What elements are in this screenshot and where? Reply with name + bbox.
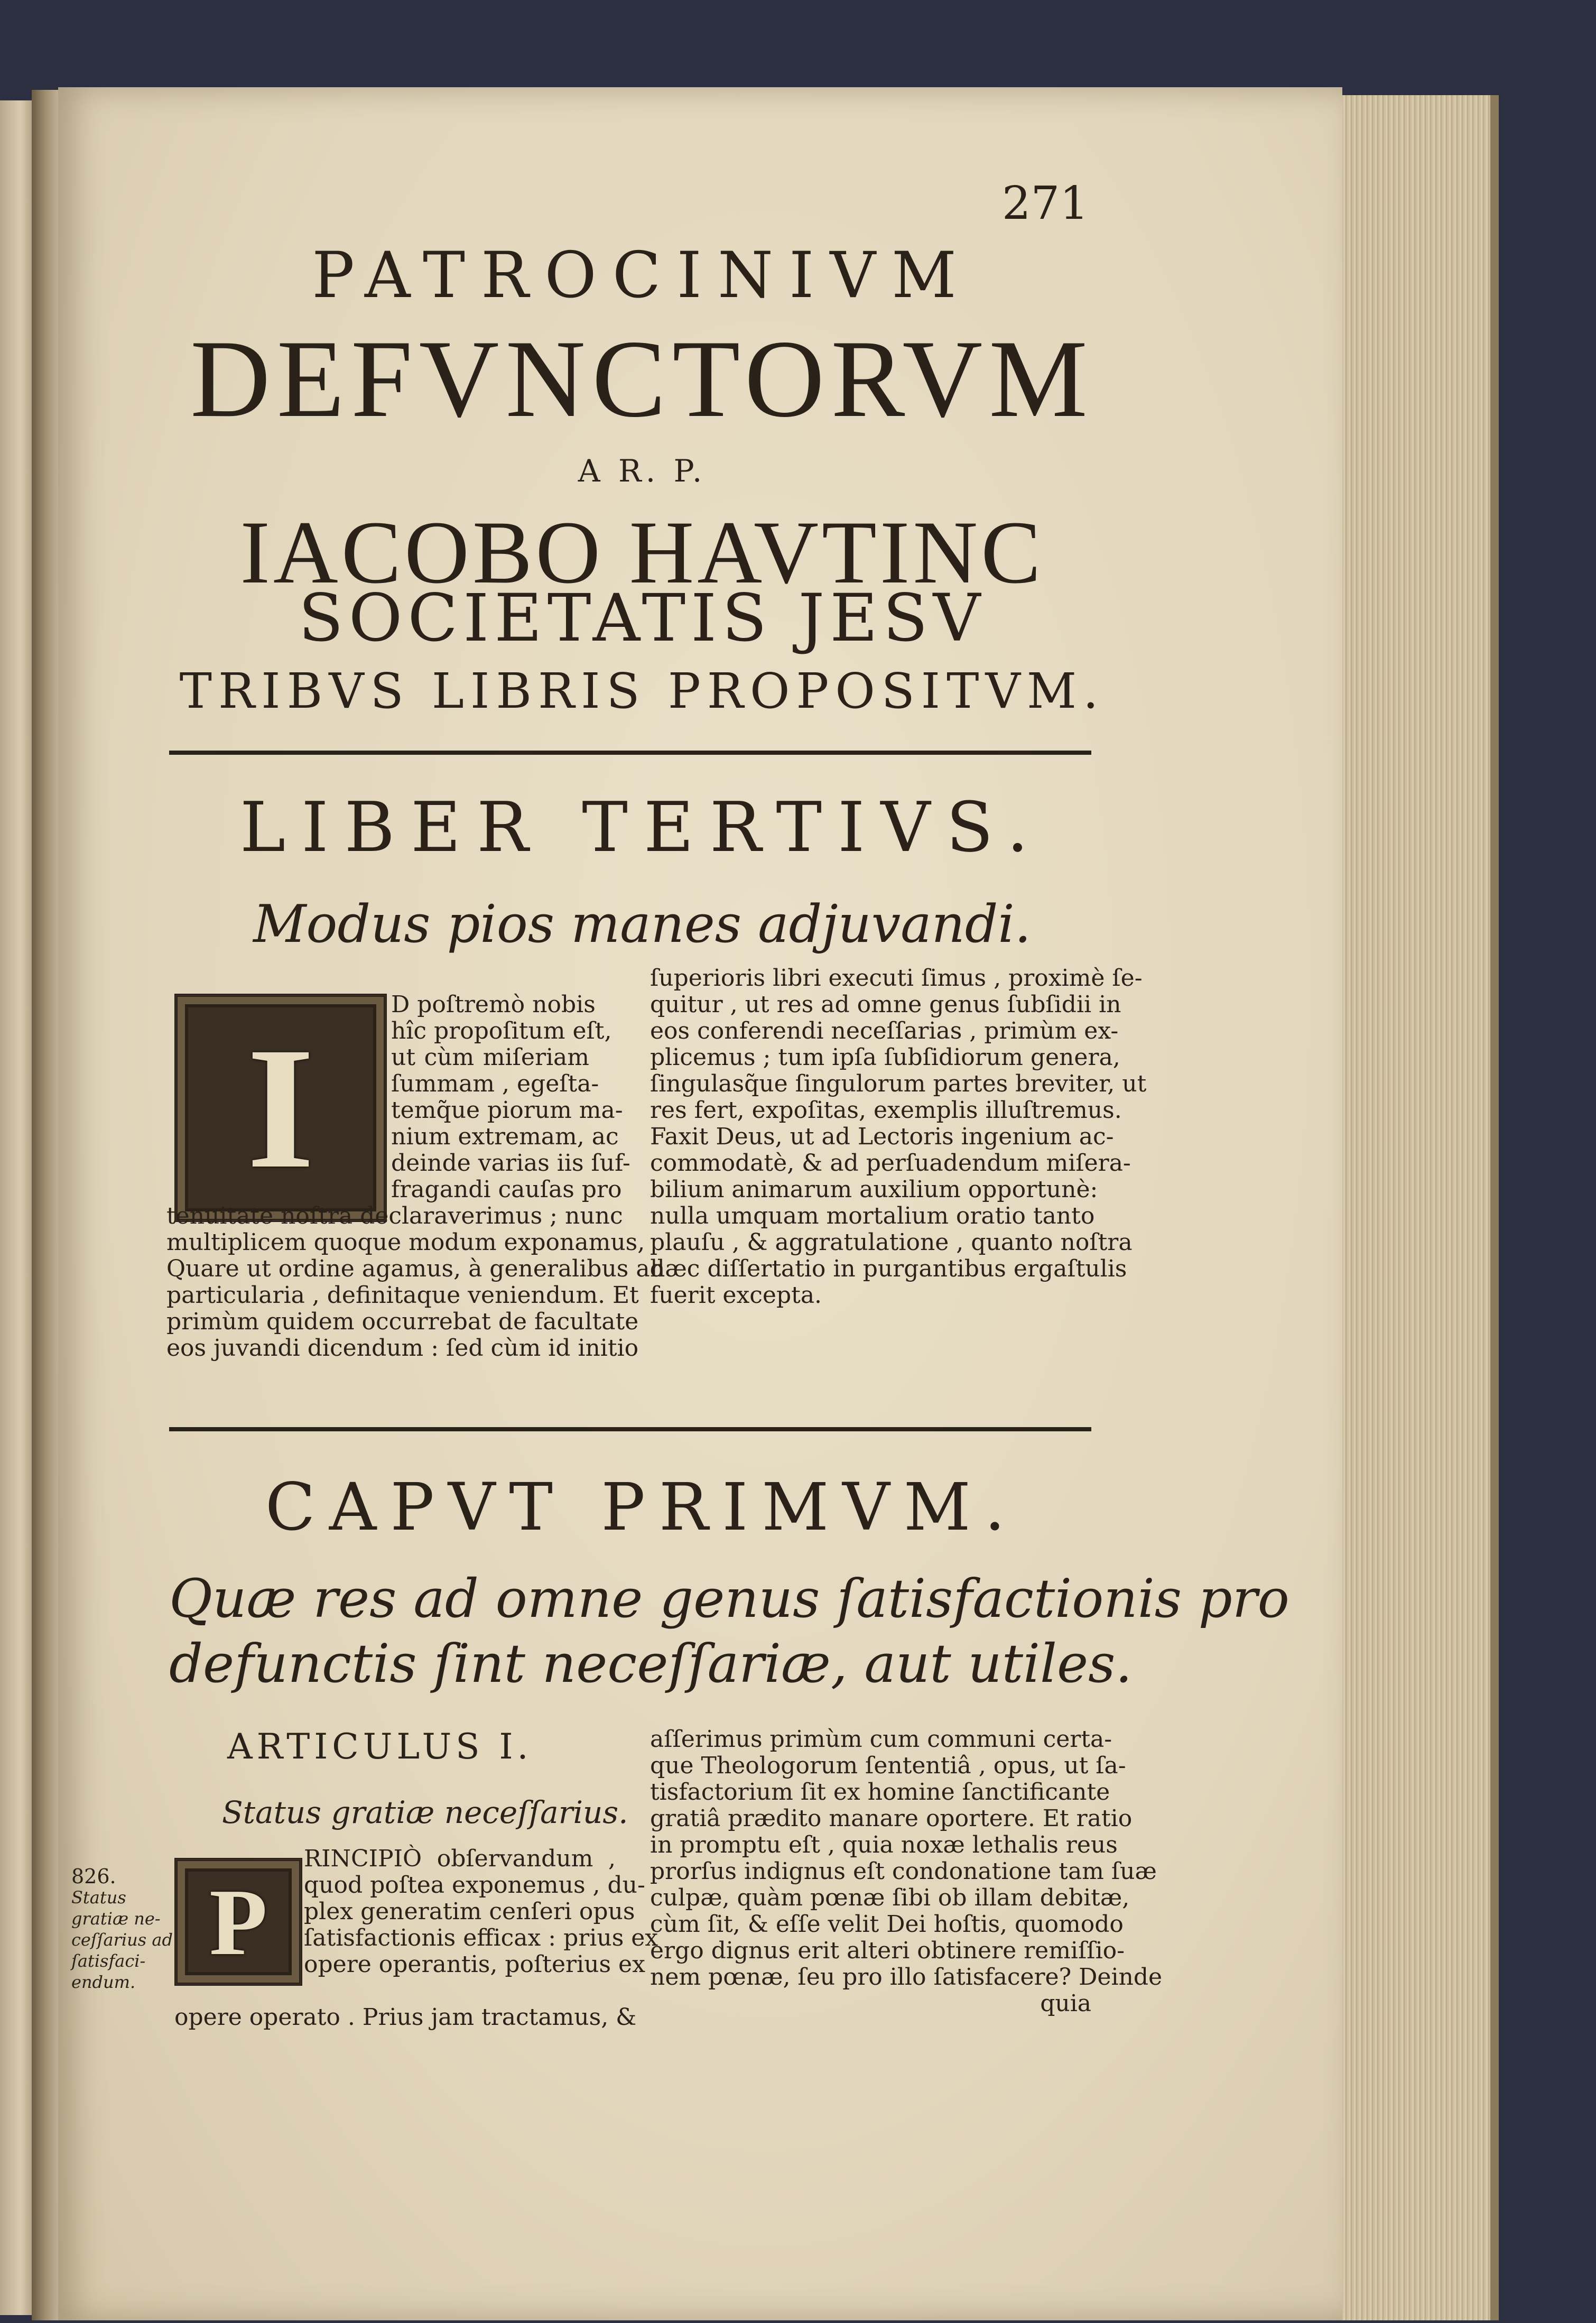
- text-line: quitur , ut res ad omne genus ſubſidii in: [650, 991, 1121, 1018]
- text-line: ſingulasq̃ue ſingulorum partes breviter, ut: [650, 1070, 1147, 1097]
- intro-left-column-top: [391, 991, 630, 1203]
- text-line: commodatè, & ad perſuadendum miſera-: [650, 1150, 1131, 1177]
- chapter-subtitle-line-2: defunctis ſint neceſſariæ, aut utiles.: [169, 1633, 1133, 1695]
- text-line: D poſtremò nobis: [391, 991, 596, 1018]
- text-line: Faxit Deus, ut ad Lectoris ingenium ac-: [650, 1123, 1114, 1150]
- margin-note-line: ſatisfaci-: [71, 1951, 146, 1971]
- text-line: Quare ut ordine agamus, à generalibus ad: [166, 1255, 665, 1282]
- text-line: eos juvandi dicendum : ſed cùm id initio: [166, 1335, 639, 1362]
- catchword: quia: [1040, 1990, 1091, 2017]
- text-line: que Theologorum ſententiâ , opus, ut ſa-: [650, 1752, 1126, 1779]
- margin-note-line: ceſſarius ad: [71, 1930, 173, 1950]
- intro-left-column-bottom: [166, 1202, 665, 1362]
- text-line: particularia , definitaque veniendum. Et: [166, 1282, 639, 1309]
- text-line: eos conferendi neceſſarias , primùm ex-: [650, 1017, 1119, 1044]
- margin-note-line: gratiæ ne-: [71, 1909, 161, 1929]
- title-line-author-name: IACOBO HAVTINC: [240, 503, 1044, 602]
- text-line: plauſu , & aggratulatione , quanto noſtra: [650, 1229, 1133, 1256]
- text-line: plicemus ; tum ipſa ſubſidiorum genera,: [650, 1044, 1120, 1071]
- text-line: primùm quidem occurrebat de facultate: [166, 1308, 639, 1335]
- text-line: nium extremam, ac: [391, 1123, 619, 1150]
- margin-note-line: endum.: [71, 1972, 136, 1992]
- text-line: temq̃ue piorum ma-: [391, 1097, 623, 1124]
- margin-note-number: 826.: [71, 1865, 116, 1888]
- article-left-column-bottom: [174, 2004, 637, 2031]
- text-line: ſuperioris libri executi ſimus , proximè ſe-: [650, 965, 1143, 992]
- title-line-tribus: TRIBVS LIBRIS PROPOSITVM.: [179, 663, 1105, 719]
- chapter-heading: CAPVT PRIMVM.: [265, 1469, 1019, 1545]
- text-line: tisfactorium ſit ex homine ſanctificante: [650, 1779, 1110, 1806]
- title-line-author-prefix: A R. P.: [578, 453, 707, 489]
- text-line: fragandi cauſas pro: [391, 1176, 622, 1203]
- page-number: 271: [1001, 177, 1089, 230]
- margin-note-line: Status: [71, 1887, 126, 1908]
- intro-right-column: [650, 965, 1147, 1309]
- article-subheading: Status gratiæ neceſſarius.: [222, 1794, 628, 1830]
- text-line: aſſerimus primùm cum communi certa-: [650, 1726, 1112, 1753]
- text-line: bilium animarum auxilium opportunè:: [650, 1176, 1098, 1203]
- text-line: hîc propoſitum eſt,: [391, 1017, 612, 1044]
- title-line-defunctorum: DEFVNCTORVM: [190, 318, 1094, 440]
- ornamental-initial-p: [174, 1858, 302, 1986]
- page-fore-edge: [1332, 95, 1499, 2320]
- article-right-column: [650, 1726, 1163, 2017]
- text-line: nulla umquam mortalium oratio tanto: [650, 1202, 1095, 1229]
- text-line: nem pœnæ, ſeu pro illo ſatisfacere? Deinde: [650, 1964, 1163, 1991]
- book-heading: LIBER TERTIVS.: [239, 787, 1045, 867]
- text-line: RINCIPIÒ obſervandum ,: [304, 1845, 616, 1872]
- title-line-society: SOCIETATIS JESV: [298, 580, 986, 656]
- text-line: culpæ, quàm pœnæ ſibi ob illam debitæ,: [650, 1884, 1130, 1911]
- dropcap-letter: P: [209, 1869, 267, 1975]
- article-left-column-top: [304, 1845, 658, 1978]
- chapter-rule: [169, 1427, 1091, 1431]
- text-line: fuerit excepta.: [650, 1282, 822, 1309]
- text-line: gratiâ prædito manare oportere. Et ratio: [650, 1805, 1133, 1832]
- text-line: ut cùm miſeriam: [391, 1044, 589, 1071]
- text-line: tenuitate noſtra declaraverimus ; nunc: [166, 1202, 623, 1229]
- article-heading: ARTICULUS I.: [227, 1726, 533, 1767]
- text-line: opere operato . Prius jam tractamus, &: [174, 2004, 637, 2031]
- text-line: ergo dignus erit alteri obtinere remiſſio-: [650, 1937, 1125, 1964]
- text-line: res fert, expoſitas, exemplis illuſtremus.: [650, 1097, 1122, 1124]
- text-line: ſummam , egeſta-: [391, 1070, 599, 1097]
- text-line: deinde varias iis ſuf-: [391, 1150, 630, 1177]
- text-line: quod poſtea exponemus , du-: [304, 1872, 645, 1899]
- book-subtitle: Modus pios manes adjuvandi.: [253, 894, 1031, 955]
- text-line: opere operantis, poſterius ex: [304, 1951, 645, 1978]
- text-line: hæc diſſertatio in purgantibus ergaſtulis: [650, 1255, 1127, 1282]
- text-line: in promptu eſt , quia noxæ lethalis reus: [650, 1831, 1118, 1858]
- text-line: multiplicem quoque modum exponamus,: [166, 1229, 645, 1256]
- title-line-patrocinium: PATROCINIVM: [312, 239, 972, 312]
- dropcap-letter: I: [246, 1011, 315, 1205]
- text-line: ſatisfactionis efficax : prius ex: [304, 1924, 658, 1951]
- text-line: cùm ſit, & eſſe velit Dei hoſtis, quomodo: [650, 1911, 1124, 1938]
- ornamental-initial-i: [174, 994, 387, 1222]
- title-rule: [169, 751, 1091, 755]
- margin-note: [71, 1866, 173, 1993]
- chapter-subtitle-line-1: Quæ res ad omne genus ſatisfactionis pro: [169, 1568, 1289, 1630]
- text-line: prorſus indignus eſt condonatione tam ſuæ: [650, 1858, 1157, 1885]
- text-line: plex generatim cenſeri opus: [304, 1898, 635, 1925]
